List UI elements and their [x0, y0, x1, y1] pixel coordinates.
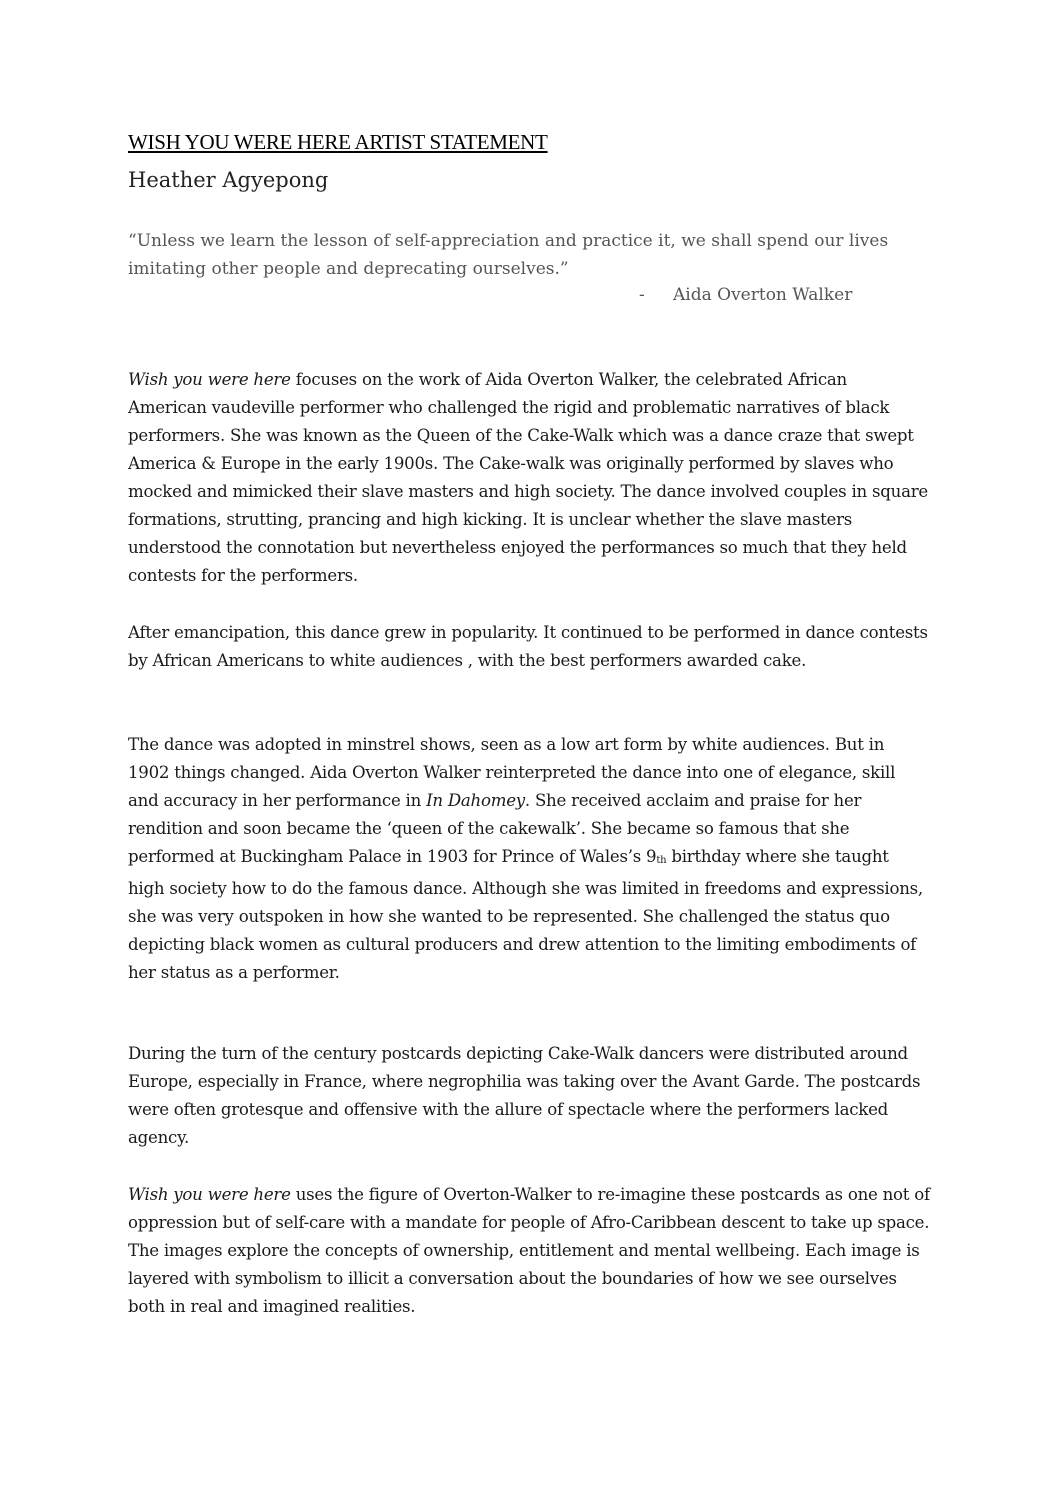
paragraph-text: After emancipation, this dance grew in popularity. It continued to be performed in dance contests by African Americans to white audiences , with the best performers awarded cake. [128, 623, 928, 670]
attribution-dash: - [639, 285, 645, 305]
paragraph-intro [128, 366, 930, 590]
paragraph-text: uses the figure of Overton-Walker to re-imagine these postcards as one not of oppression but of self-care with a mandate for people of Afro-Caribbean descent to take up space. The images explore the concepts of ownership, entitlement and mental wellbeing. Each image is layered with symbolism to illicit a conversation about the boundaries of how we see ourselves both in real and imagined realities. [128, 1185, 930, 1316]
paragraph-text: During the turn of the century postcards depicting Cake-Walk dancers were distributed around Europe, especially in France, where negrophilia was taking over the Avant Garde. The postcards were often grotesque and offensive with the allure of spectacle where the performers lacked agency. [128, 1044, 921, 1147]
paragraph-conclusion [128, 1181, 930, 1321]
show-title-italic: In Dahomey [426, 791, 525, 810]
work-title-italic: Wish you were here [128, 1185, 291, 1204]
paragraph-minstrel [128, 731, 930, 987]
attribution-name: Aida Overton Walker [673, 285, 853, 305]
paragraph-text: birthday where she taught high society how to do the famous dance. Although she was limited in freedoms and expressions, she was very outspoken in how she wanted to be represented. She challenged the status quo depicting black women as cultural producers and drew attention to the limiting embodiments of her status as a performer. [128, 847, 923, 982]
author-name: Heather Agyepong [128, 168, 329, 192]
paragraph-text: The dance was adopted in minstrel shows, seen as a low art form by white audiences. But in 1902 things changed. Aida Overton Walker reinterpreted the dance into one of elegance, skill and accuracy in her performance in [128, 735, 896, 810]
paragraph-postcards [128, 1040, 930, 1152]
paragraph-text: focuses on the work of Aida Overton Walker, the celebrated African American vaudeville performer who challenged the rigid and problematic narratives of black performers. She was known as the Queen of the Cake-Walk which was a dance craze that swept America & Europe in the early 1900s. The Cake-walk was originally performed by slaves who mocked and mimicked their slave masters and high society. The dance involved couples in square formations, strutting, prancing and high kicking. It is unclear whether the slave masters understood the connotation but nevertheless enjoyed the performances so much that they held contests for the performers. [128, 370, 928, 585]
document-title: WISH YOU WERE HERE ARTIST STATEMENT [128, 130, 548, 154]
work-title-italic: Wish you were here [128, 370, 291, 389]
epigraph-attribution [639, 281, 852, 309]
ordinal-suffix: th [656, 855, 667, 866]
paragraph-emancipation [128, 619, 930, 675]
paragraph-text: . She received acclaim and praise for her rendition and soon became the ‘queen of the cakewalk’. She became so famous that she performed at Buckingham Palace in 1903 for Prince of Wales’s 9 [128, 791, 862, 866]
epigraph-quote: “Unless we learn the lesson of self-appreciation and practice it, we shall spend our lives imitating other people and deprecating ourselves.” [128, 231, 889, 279]
